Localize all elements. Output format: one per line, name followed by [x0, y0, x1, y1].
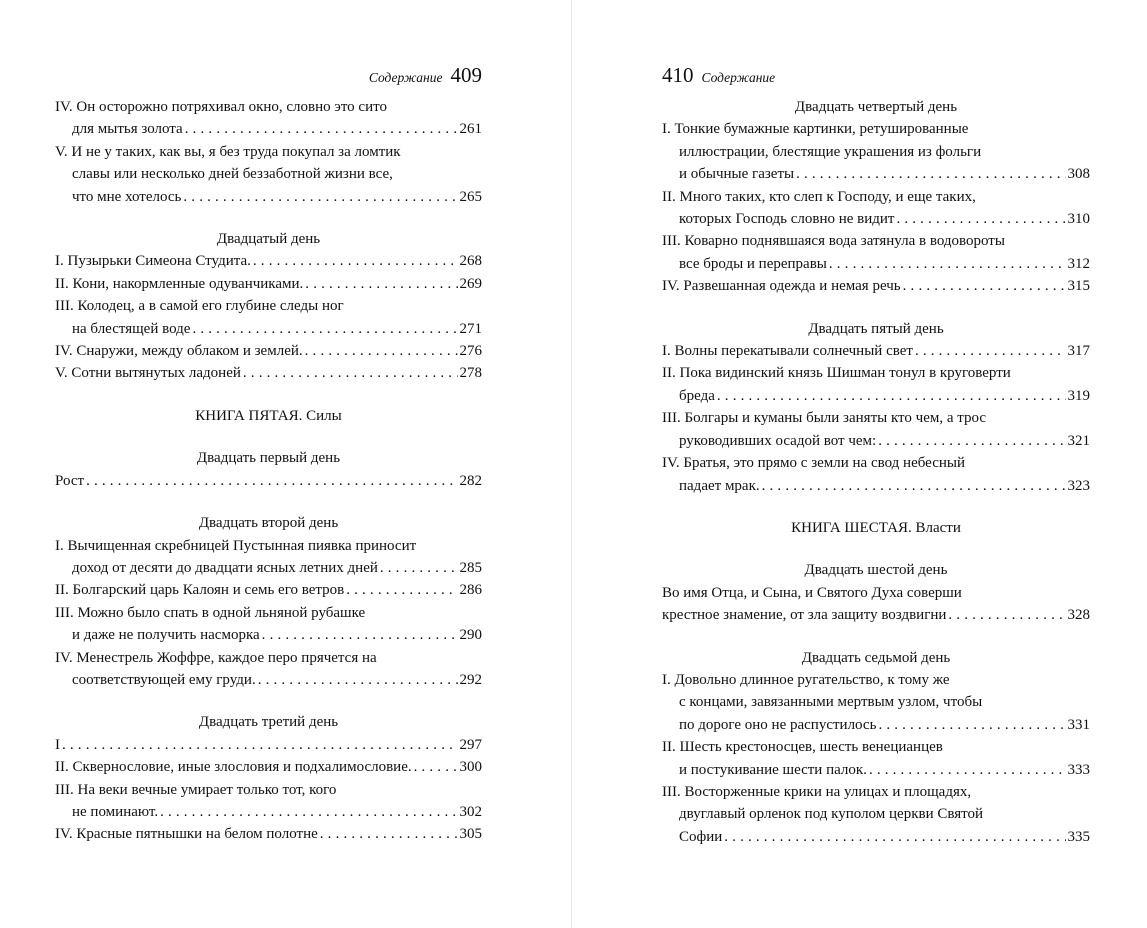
- toc-entry: [55, 470, 482, 492]
- entry-title: I. Пузырьки Симеона Студита.: [55, 253, 251, 270]
- left-page: [55, 60, 482, 846]
- toc-entry-line: [55, 362, 482, 384]
- toc-entry-line: IV. Братья, это прямо с земли на свод небесный: [662, 455, 965, 472]
- entry-page-number: 276: [459, 343, 482, 360]
- entry-title: соответствующей ему груди.: [72, 671, 256, 688]
- running-title: Содержание: [701, 70, 776, 85]
- book-gutter: [571, 0, 572, 928]
- entry-page-number: 292: [459, 671, 482, 688]
- entry-page-number: 286: [459, 582, 482, 599]
- toc-entry-line: [662, 604, 1090, 626]
- toc-entry: [55, 141, 482, 208]
- entry-title: V. Сотни вытянутых ладоней: [55, 365, 241, 382]
- entry-title: и обычные газеты: [679, 166, 795, 183]
- toc-entry-line: III. Колодец, а в самой его глубине следы ног: [55, 298, 344, 315]
- right-page: [662, 60, 1090, 848]
- entry-title: Рост: [55, 472, 85, 489]
- toc-entry-line: [55, 318, 482, 340]
- toc-entry: [55, 250, 482, 272]
- entry-title: падает мрак.: [679, 477, 760, 494]
- entry-page-number: 333: [1067, 761, 1090, 778]
- toc-entry-line: III. На веки вечные умирает только тот, кого: [55, 781, 337, 798]
- day-heading: Двадцатый день: [216, 231, 321, 248]
- entry-title: II. Болгарский царь Калоян и семь его ветров: [55, 582, 345, 599]
- toc-entry: [55, 96, 482, 141]
- toc-entry-line: [55, 579, 482, 601]
- toc-entry-line: [662, 385, 1090, 407]
- entry-title: не поминают.: [72, 803, 159, 820]
- dot-leader: [414, 756, 458, 778]
- entry-title: IV. Красные пятнышки на белом полотне: [55, 826, 318, 843]
- entry-page-number: 319: [1067, 387, 1090, 404]
- toc-entry: [55, 756, 482, 778]
- toc-entry-line: [55, 756, 482, 778]
- entry-title: II. Сквернословие, иные злословия и подхалимословие.: [55, 759, 412, 776]
- entry-page-number: 300: [459, 759, 482, 776]
- toc-entry-line: славы или несколько дней беззаботной жизни все,: [72, 166, 393, 183]
- dot-leader: [320, 823, 458, 845]
- toc-entry: [662, 275, 1090, 297]
- entry-title: для мытья золота: [72, 121, 183, 138]
- toc-entry: [55, 535, 482, 580]
- dot-leader: [869, 759, 1066, 781]
- toc-entry-line: двуглавый орленок под куполом церкви Святой: [679, 806, 984, 823]
- dot-leader: [896, 208, 1065, 230]
- entry-title: Софии: [679, 828, 723, 845]
- dot-leader: [262, 624, 458, 646]
- dot-leader: [62, 734, 458, 756]
- toc-entry: [662, 582, 1090, 627]
- toc-entry-line: [662, 340, 1090, 362]
- dot-leader: [724, 826, 1065, 848]
- entry-title: на блестящей воде: [72, 320, 191, 337]
- toc-entry: [662, 781, 1090, 848]
- entry-title: руководивших осадой вот чем:: [679, 432, 877, 449]
- toc-entry-line: II. Много таких, кто слеп к Господу, и еще таких,: [662, 188, 976, 205]
- toc-entry-line: [55, 734, 482, 756]
- entry-page-number: 268: [459, 253, 482, 270]
- entry-page-number: 312: [1067, 255, 1090, 272]
- toc-entry-line: [662, 430, 1090, 452]
- dot-leader: [717, 385, 1066, 407]
- toc-entry-line: [662, 714, 1090, 736]
- toc-entry-line: [55, 624, 482, 646]
- toc-entry-line: [662, 208, 1090, 230]
- entry-page-number: 331: [1067, 716, 1090, 733]
- entry-page-number: 323: [1067, 477, 1090, 494]
- dot-leader: [305, 273, 457, 295]
- dot-leader: [258, 669, 458, 691]
- toc-entry-line: [55, 801, 482, 823]
- toc-entry: [662, 118, 1090, 185]
- toc-entry-line: IV. Менестрель Жоффре, каждое перо прячется на: [55, 649, 377, 666]
- day-heading: Двадцать пятый день: [808, 320, 944, 337]
- toc-entry-line: [662, 253, 1090, 275]
- toc-entry-line: [55, 118, 482, 140]
- entry-page-number: 317: [1067, 343, 1090, 360]
- entry-page-number: 271: [459, 320, 482, 337]
- book-title: КНИГА ШЕСТАЯ: [791, 519, 908, 536]
- toc-entry-line: [55, 340, 482, 362]
- toc-entry-line: иллюстрации, блестящие украшения из фольги: [679, 143, 982, 160]
- toc-entry: [662, 669, 1090, 736]
- toc-entry-line: III. Восторженные крики на улицах и площадях,: [662, 783, 972, 800]
- entry-title: бреда: [679, 387, 715, 404]
- toc-entry: [662, 452, 1090, 497]
- toc-entry: [55, 579, 482, 601]
- running-header-left: [55, 60, 482, 96]
- toc-entry-line: IV. Он осторожно потряхивал окно, словно это сито: [55, 99, 387, 115]
- entry-title: все броды и переправы: [679, 255, 827, 272]
- book-heading: [55, 405, 482, 427]
- toc-entry-line: I. Тонкие бумажные картинки, ретушированные: [662, 121, 969, 138]
- toc-entry: [55, 295, 482, 340]
- toc-entry: [55, 734, 482, 756]
- page-number: 410: [662, 63, 694, 87]
- entry-page-number: 315: [1067, 278, 1090, 295]
- toc-entry: [55, 602, 482, 647]
- dot-leader: [762, 475, 1066, 497]
- toc-entry-line: [55, 273, 482, 295]
- entry-page-number: 302: [459, 803, 482, 820]
- dot-leader: [948, 604, 1065, 626]
- entry-title: которых Господь словно не видит: [679, 211, 895, 228]
- entry-title: что мне хотелось: [72, 188, 182, 205]
- dot-leader: [915, 340, 1066, 362]
- dot-leader: [796, 163, 1065, 185]
- toc-entry-line: V. И не у таких, как вы, я без труда покупал за ломтик: [55, 143, 401, 160]
- day-heading: Двадцать седьмой день: [801, 649, 951, 666]
- toc-entry: [55, 362, 482, 384]
- toc-entry: [55, 273, 482, 295]
- toc-entry-line: [55, 669, 482, 691]
- toc-entry-line: [662, 759, 1090, 781]
- book-title: КНИГА ПЯТАЯ: [195, 407, 299, 424]
- toc-entry-line: [55, 250, 482, 272]
- toc-entry-line: [55, 186, 482, 208]
- entry-page-number: 269: [459, 275, 482, 292]
- toc-entry-line: [662, 475, 1090, 497]
- entry-title: I: [55, 736, 60, 753]
- entry-page-number: 335: [1067, 828, 1090, 845]
- toc-entry-line: [662, 826, 1090, 848]
- entry-page-number: 261: [459, 121, 482, 138]
- day-heading: Двадцать третий день: [198, 714, 339, 731]
- entry-page-number: 282: [459, 472, 482, 489]
- entry-page-number: 328: [1067, 607, 1090, 624]
- toc-entry: [662, 230, 1090, 275]
- toc-entry: [662, 407, 1090, 452]
- dot-leader: [243, 362, 458, 384]
- day-heading: Двадцать шестой день: [804, 562, 948, 579]
- dot-leader: [86, 470, 457, 492]
- day-heading: Двадцать первый день: [196, 450, 341, 467]
- toc-entry: [55, 340, 482, 362]
- dot-leader: [878, 430, 1065, 452]
- dot-leader: [183, 186, 457, 208]
- toc-entry-line: с концами, завязанными мертвым узлом, чтобы: [679, 694, 983, 711]
- dot-leader: [305, 340, 458, 362]
- dot-leader: [192, 318, 457, 340]
- running-title: Содержание: [368, 70, 443, 85]
- entry-page-number: 305: [459, 826, 482, 843]
- entry-page-number: 278: [459, 365, 482, 382]
- toc-entry-line: Во имя Отца, и Сына, и Святого Духа соверши: [662, 584, 962, 601]
- toc-list: [55, 96, 482, 846]
- entry-title: и даже не получить насморка: [72, 627, 260, 644]
- book-subtitle: . Силы: [298, 407, 342, 424]
- toc-entry: [55, 823, 482, 845]
- entry-page-number: 308: [1067, 166, 1090, 183]
- toc-entry-line: [662, 163, 1090, 185]
- toc-entry-line: I. Довольно длинное ругательство, к тому же: [662, 671, 950, 688]
- entry-page-number: 297: [459, 736, 482, 753]
- entry-page-number: 290: [459, 627, 482, 644]
- toc-list: [662, 96, 1090, 848]
- toc-entry: [662, 340, 1090, 362]
- dot-leader: [903, 275, 1066, 297]
- dot-leader: [346, 579, 457, 601]
- toc-entry-line: III. Болгары и куманы были заняты кто чем, а трос: [662, 410, 987, 427]
- entry-title: IV. Снаружи, между облаком и землей.: [55, 343, 303, 360]
- dot-leader: [380, 557, 458, 579]
- dot-leader: [878, 714, 1065, 736]
- toc-entry: [55, 647, 482, 692]
- toc-entry-line: [55, 823, 482, 845]
- entry-page-number: 265: [459, 188, 482, 205]
- toc-entry: [662, 186, 1090, 231]
- dot-leader: [160, 801, 457, 823]
- entry-page-number: 321: [1067, 432, 1090, 449]
- entry-title: крестное знамение, от зла защиту воздвигни: [662, 607, 947, 624]
- day-heading: Двадцать четвертый день: [794, 99, 958, 115]
- dot-leader: [185, 118, 458, 140]
- toc-entry-line: III. Можно было спать в одной льняной рубашке: [55, 604, 366, 621]
- toc-entry: [55, 779, 482, 824]
- running-header-right: [662, 60, 1090, 96]
- dot-leader: [253, 250, 458, 272]
- toc-entry-line: [55, 557, 482, 579]
- entry-title: II. Кони, накормленные одуванчиками.: [55, 275, 304, 292]
- entry-title: I. Волны перекатывали солнечный свет: [662, 343, 913, 360]
- toc-entry-line: II. Шесть крестоносцев, шесть венецианцев: [662, 739, 943, 756]
- entry-title: и постукивание шести палок.: [679, 761, 867, 778]
- day-heading: Двадцать второй день: [198, 515, 339, 532]
- toc-entry-line: [662, 275, 1090, 297]
- entry-title: доход от десяти до двадцати ясных летних дней: [72, 559, 378, 576]
- entry-page-number: 285: [459, 559, 482, 576]
- book-subtitle: . Власти: [907, 519, 961, 536]
- dot-leader: [829, 253, 1066, 275]
- book-heading: [662, 517, 1090, 539]
- toc-entry: [662, 362, 1090, 407]
- toc-entry-line: [55, 470, 482, 492]
- page-number: 409: [450, 63, 482, 87]
- entry-title: IV. Развешанная одежда и немая речь: [662, 278, 901, 295]
- toc-entry: [662, 736, 1090, 781]
- toc-entry-line: II. Пока видинский князь Шишман тонул в круговерти: [662, 365, 1011, 382]
- toc-entry-line: III. Коварно поднявшаяся вода затянула в водовороты: [662, 233, 1005, 250]
- entry-title: по дороге оно не распустилось: [679, 716, 877, 733]
- entry-page-number: 310: [1067, 211, 1090, 228]
- toc-entry-line: I. Вычищенная скребницей Пустынная пиявка приносит: [55, 537, 417, 554]
